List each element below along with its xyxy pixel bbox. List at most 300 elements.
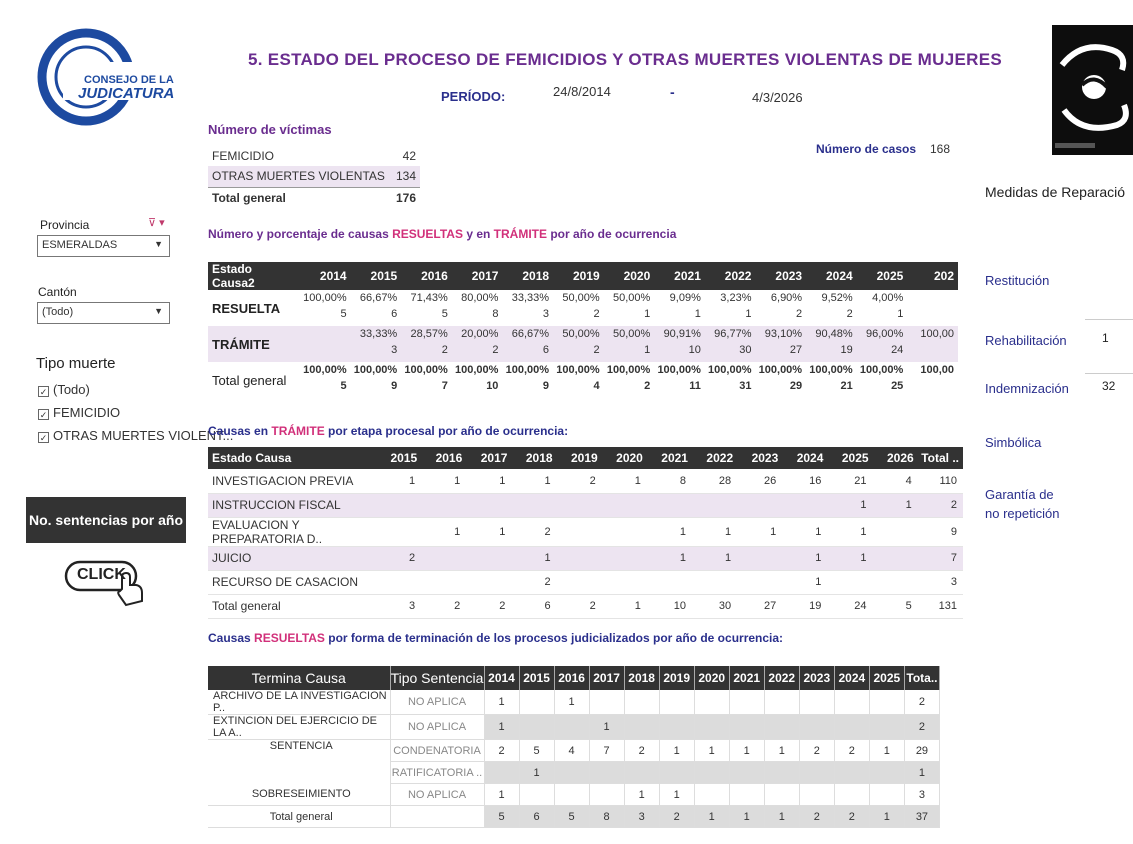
tipo-option-label: OTRAS MUERTES VIOLENT... (53, 428, 234, 443)
count-value: 1 (897, 308, 904, 320)
termina-causa: EXTINCION DEL EJERCICIO DE LA A.. (208, 715, 390, 740)
table-row[interactable] (208, 362, 958, 398)
table-row[interactable] (208, 326, 958, 362)
data-cell (604, 326, 655, 362)
column-header: 2018 (502, 262, 553, 290)
data-cell: 1 (659, 740, 694, 762)
periodo-separator: - (670, 84, 675, 100)
sentencias-por-anio-button[interactable]: No. sentencias por año (26, 497, 186, 543)
victimas-value: 176 (392, 187, 420, 208)
data-cell: 3 (376, 594, 421, 618)
data-cell: 2 (624, 740, 659, 762)
data-cell: 1 (782, 517, 827, 546)
data-cell (737, 570, 782, 594)
data-cell (421, 546, 466, 570)
click-button[interactable] (64, 559, 146, 607)
count-value: 3 (542, 308, 550, 320)
data-cell (484, 762, 519, 784)
data-cell (694, 762, 729, 784)
data-cell (764, 715, 799, 740)
data-cell (799, 690, 834, 715)
column-header: Termina Causa (208, 666, 390, 690)
pct-value: 96,77% (714, 328, 752, 340)
data-cell: 1 (764, 806, 799, 828)
pct-value: 100,00% (809, 364, 853, 376)
column-header: 2016 (554, 666, 589, 690)
column-header: 2018 (624, 666, 659, 690)
medida-restitucion: Restitución (985, 273, 1050, 288)
data-cell: 2 (904, 715, 939, 740)
table-row[interactable] (208, 187, 420, 208)
data-cell: 3 (904, 784, 939, 806)
data-cell (869, 715, 904, 740)
medida-garantia-line2: no repetición (985, 506, 1060, 521)
checkbox-icon[interactable]: ✓ (39, 387, 48, 397)
count-value: 11 (689, 380, 701, 392)
data-cell (834, 690, 869, 715)
data-cell (557, 546, 602, 570)
chevron-down-icon: ▼ (154, 306, 163, 316)
data-cell: 6 (511, 594, 556, 618)
data-cell: 30 (692, 594, 737, 618)
table-row[interactable] (208, 806, 940, 828)
data-cell: 3 (624, 806, 659, 828)
row-label: TRÁMITE (208, 326, 300, 362)
data-cell (705, 326, 756, 362)
count-value: 2 (441, 344, 448, 356)
table-row[interactable] (208, 469, 963, 493)
data-cell (466, 570, 511, 594)
pct-value: 80,00% (461, 292, 499, 304)
table-row[interactable] (208, 546, 963, 570)
data-cell (857, 290, 908, 326)
data-cell: 1 (554, 690, 589, 715)
count-value: 2 (593, 308, 600, 320)
victimas-value: 42 (402, 148, 416, 163)
data-cell (834, 784, 869, 806)
section2-title (208, 424, 568, 438)
data-cell: 1 (624, 784, 659, 806)
victimas-label: Total general (208, 187, 392, 208)
data-cell (907, 362, 958, 398)
count-value: 5 (340, 380, 347, 392)
data-cell (869, 762, 904, 784)
data-cell (737, 546, 782, 570)
data-cell: 2 (421, 594, 466, 618)
tipo-option-otras[interactable] (38, 428, 233, 443)
data-cell: 2 (511, 517, 556, 546)
data-cell: 6 (519, 806, 554, 828)
data-cell (907, 290, 958, 326)
data-cell: 28 (692, 469, 737, 493)
data-cell: 1 (827, 517, 872, 546)
data-cell (602, 517, 647, 546)
data-cell (654, 326, 705, 362)
data-cell (589, 690, 624, 715)
data-cell: 1 (764, 740, 799, 762)
column-header: 2015 (376, 447, 421, 469)
data-cell: 1 (692, 517, 737, 546)
data-cell (694, 715, 729, 740)
pct-value: 93,10% (764, 328, 803, 340)
pct-value: 50,00% (612, 292, 651, 304)
count-value: 1 (644, 308, 651, 320)
pct-value: 100,00 (920, 364, 954, 376)
pct-value: 71,43% (410, 292, 448, 304)
pct-value: 28,57% (410, 328, 448, 340)
count-value: 25 (891, 380, 904, 392)
data-cell: 2 (466, 594, 511, 618)
data-cell: 1 (729, 806, 764, 828)
row-label: RECURSO DE CASACION (208, 570, 376, 594)
data-cell: 1 (647, 517, 692, 546)
data-cell (873, 570, 918, 594)
termina-causa: SENTENCIA (208, 740, 390, 762)
data-cell (764, 762, 799, 784)
table-header (208, 666, 940, 690)
data-cell (351, 326, 402, 362)
data-cell (873, 517, 918, 546)
data-cell: 4 (873, 469, 918, 493)
data-cell (557, 517, 602, 546)
victimas-title: Número de víctimas (208, 122, 332, 137)
pct-value: 50,00% (562, 328, 600, 340)
tipo-sentencia: NO APLICA (390, 690, 484, 715)
data-cell (806, 362, 857, 398)
tramite-etapa-table (208, 447, 963, 619)
logo-text-line1: CONSEJO DE LA (84, 74, 174, 86)
provincia-select[interactable] (37, 235, 170, 257)
count-value: 30 (739, 344, 752, 356)
data-cell (502, 362, 553, 398)
pct-value: 90,48% (815, 328, 853, 340)
table-row[interactable] (208, 493, 963, 517)
data-cell (873, 546, 918, 570)
count-value: 5 (441, 308, 448, 320)
column-header: 2022 (764, 666, 799, 690)
data-cell (799, 784, 834, 806)
pct-value: 100,00% (303, 292, 347, 304)
data-cell (869, 690, 904, 715)
data-cell (869, 784, 904, 806)
tipo-option-label: (Todo) (53, 382, 90, 397)
data-cell: 131 (918, 594, 963, 618)
provincia-value: ESMERALDAS (42, 239, 118, 251)
checkbox-icon[interactable]: ✓ (39, 410, 48, 420)
data-cell (624, 690, 659, 715)
column-header: 2026 (873, 447, 918, 469)
column-header: 2017 (452, 262, 503, 290)
data-cell (452, 290, 503, 326)
row-label: Total general (212, 372, 287, 388)
data-cell: 1 (466, 517, 511, 546)
count-value: 31 (739, 380, 752, 392)
column-header: 2017 (589, 666, 624, 690)
column-header: 2025 (827, 447, 872, 469)
data-cell (764, 690, 799, 715)
data-cell: 1 (737, 517, 782, 546)
data-cell (694, 690, 729, 715)
estado-causa-table (208, 262, 958, 398)
data-cell: 1 (692, 546, 737, 570)
data-cell (602, 493, 647, 517)
pct-value: 100,00% (505, 364, 550, 376)
data-cell: 1 (466, 469, 511, 493)
data-cell (654, 290, 705, 326)
column-header: 2019 (553, 262, 604, 290)
canton-select[interactable] (37, 302, 170, 324)
column-header: 2021 (647, 447, 692, 469)
data-cell: 1 (694, 806, 729, 828)
data-cell: 1 (869, 806, 904, 828)
column-header: 2014 (484, 666, 519, 690)
data-cell (351, 362, 402, 398)
hands-illustration (1052, 25, 1133, 155)
count-value: 8 (492, 308, 499, 320)
data-cell: 1 (519, 762, 554, 784)
tipo-muerte-label: Tipo muerte (36, 355, 116, 372)
resueltas-terminacion-table (208, 666, 940, 828)
data-cell (764, 784, 799, 806)
pct-value: 66,67% (359, 292, 398, 304)
row-label: EVALUACION Y PREPARATORIA D.. (208, 517, 376, 546)
data-cell: 1 (647, 546, 692, 570)
data-cell (806, 326, 857, 362)
medida-indemnizacion: Indemnización (985, 381, 1069, 396)
pct-value: 100,00% (353, 364, 398, 376)
data-cell: 5 (519, 740, 554, 762)
column-header: 2020 (694, 666, 729, 690)
column-header: 2025 (857, 262, 908, 290)
column-header: Estado Causa2 (208, 262, 300, 290)
data-cell: 2 (918, 493, 963, 517)
table-row[interactable] (208, 715, 940, 740)
table-row[interactable] (208, 166, 420, 187)
termina-causa: SOBRESEIMIENTO (208, 784, 390, 806)
table-row[interactable] (208, 145, 420, 166)
data-cell (857, 326, 908, 362)
pct-value: 100,00% (606, 364, 651, 376)
count-value: 2 (846, 308, 853, 320)
data-cell (834, 762, 869, 784)
pct-value: 100,00 (920, 328, 954, 340)
data-cell: 2 (834, 806, 869, 828)
count-value: 7 (441, 380, 448, 392)
data-cell (421, 570, 466, 594)
data-cell (692, 493, 737, 517)
data-cell (834, 715, 869, 740)
data-cell: 1 (602, 469, 647, 493)
data-cell: 1 (694, 740, 729, 762)
data-cell: 1 (869, 740, 904, 762)
data-cell: 1 (484, 715, 519, 740)
pct-value: 100,00% (708, 364, 752, 376)
table-row[interactable] (208, 594, 963, 618)
data-cell: 37 (904, 806, 939, 828)
pct-value: 33,33% (359, 328, 398, 340)
column-header: 2015 (519, 666, 554, 690)
medida-rehabilitacion-value: 1 (1102, 331, 1109, 345)
periodo-end-date[interactable]: 4/3/2026 (752, 90, 803, 105)
data-cell (502, 326, 553, 362)
data-cell (376, 570, 421, 594)
data-cell: 1 (511, 469, 556, 493)
judicatura-logo (28, 22, 178, 127)
table-row[interactable] (208, 784, 940, 806)
tipo-sentencia: RATIFICATORIA .. (390, 762, 484, 784)
tipo-option-femicidio[interactable] (38, 405, 120, 420)
data-cell: 2 (557, 594, 602, 618)
table-header (208, 262, 958, 290)
clear-filter-icon[interactable]: ⊽ ▾ (148, 217, 165, 229)
victimas-label: OTRAS MUERTES VIOLENTAS (208, 166, 392, 187)
data-cell: 1 (782, 546, 827, 570)
pct-value: 9,52% (821, 292, 853, 304)
data-cell (554, 762, 589, 784)
casos-value: 168 (930, 142, 951, 156)
data-cell (647, 570, 692, 594)
medida-simbolica: Simbólica (985, 435, 1042, 450)
data-cell: 1 (827, 493, 872, 517)
data-cell (589, 784, 624, 806)
data-cell: 7 (589, 740, 624, 762)
data-cell: 8 (589, 806, 624, 828)
table-row[interactable] (208, 290, 958, 326)
count-value: 19 (840, 344, 853, 356)
tipo-option-todo[interactable] (38, 382, 90, 397)
pct-value: 33,33% (511, 292, 550, 304)
data-cell (519, 784, 554, 806)
data-cell (907, 326, 958, 362)
divider (1085, 373, 1133, 374)
pct-value: 100,00% (404, 364, 448, 376)
table-row[interactable] (208, 762, 940, 784)
chevron-down-icon: ▼ (154, 239, 163, 249)
data-cell (659, 715, 694, 740)
column-header: 2023 (755, 262, 806, 290)
pct-value: 4,00% (872, 292, 904, 304)
casos-label: Número de casos (816, 142, 917, 156)
column-header: 202 (907, 262, 958, 290)
data-cell: 2 (659, 806, 694, 828)
data-cell: 2 (557, 469, 602, 493)
title-text: y en (462, 227, 494, 241)
column-header: 2023 (799, 666, 834, 690)
count-value: 24 (891, 344, 904, 356)
column-header: 2016 (401, 262, 452, 290)
data-cell (604, 290, 655, 326)
title-highlight: RESUELTAS (392, 227, 463, 241)
count-value: 2 (593, 344, 600, 356)
data-cell: 3 (918, 570, 963, 594)
data-cell (401, 290, 452, 326)
data-cell (519, 690, 554, 715)
data-cell: 21 (827, 469, 872, 493)
pct-value: 100,00% (303, 364, 347, 376)
count-value: 2 (492, 344, 499, 356)
data-cell (553, 362, 604, 398)
table-row[interactable] (208, 740, 940, 762)
column-header: 2017 (466, 447, 511, 469)
data-cell: 2 (904, 690, 939, 715)
data-cell (799, 715, 834, 740)
data-cell (705, 290, 756, 326)
canton-value: (Todo) (42, 306, 74, 318)
data-cell (401, 326, 452, 362)
column-header: 2016 (421, 447, 466, 469)
data-cell (782, 493, 827, 517)
data-cell (806, 290, 857, 326)
pct-value: 100,00% (758, 364, 803, 376)
data-cell (602, 546, 647, 570)
table-row[interactable] (208, 690, 940, 715)
column-header: 2022 (692, 447, 737, 469)
column-header: 2024 (834, 666, 869, 690)
data-cell (557, 493, 602, 517)
table-row[interactable] (208, 570, 963, 594)
periodo-start-date[interactable]: 24/8/2014 (553, 84, 611, 99)
data-cell (554, 715, 589, 740)
pct-value: 3,23% (720, 292, 752, 304)
data-cell (466, 493, 511, 517)
table-row[interactable] (208, 517, 963, 546)
title-text: Causas (208, 631, 255, 645)
data-cell: 4 (554, 740, 589, 762)
column-header: 2021 (729, 666, 764, 690)
pct-value: 20,00% (461, 328, 499, 340)
count-value: 10 (688, 344, 701, 356)
data-cell (553, 290, 604, 326)
pct-value: 90,91% (663, 328, 701, 340)
provincia-label: Provincia (40, 218, 90, 232)
data-cell (452, 362, 503, 398)
count-value: 1 (745, 308, 752, 320)
medidas-title: Medidas de Reparació (985, 184, 1126, 200)
logo-text-line2: JUDICATURA (78, 85, 175, 102)
medida-indemnizacion-value: 32 (1102, 379, 1116, 393)
data-cell (755, 290, 806, 326)
data-cell: 2 (799, 806, 834, 828)
data-cell (602, 570, 647, 594)
data-cell: 1 (421, 517, 466, 546)
title-text: Número y porcentaje de causas (208, 227, 393, 241)
column-header: 2018 (511, 447, 556, 469)
termina-causa (208, 762, 390, 784)
pct-value: 96,00% (866, 328, 904, 340)
data-cell (659, 762, 694, 784)
data-cell: 1 (484, 784, 519, 806)
tipo-sentencia: CONDENATORIA (390, 740, 484, 762)
data-cell (421, 493, 466, 517)
count-value: 2 (644, 380, 651, 392)
count-value: 21 (840, 380, 853, 392)
column-header: 2019 (557, 447, 602, 469)
data-cell (729, 784, 764, 806)
checkbox-icon[interactable]: ✓ (39, 433, 48, 443)
data-cell (647, 493, 692, 517)
data-cell (692, 570, 737, 594)
data-cell: 2 (799, 740, 834, 762)
data-cell (401, 362, 452, 398)
data-cell (300, 362, 351, 398)
count-value: 5 (340, 308, 347, 320)
column-header: 2019 (659, 666, 694, 690)
data-cell: 1 (873, 493, 918, 517)
data-cell: 1 (827, 546, 872, 570)
tipo-option-label: FEMICIDIO (53, 405, 121, 420)
data-cell (705, 362, 756, 398)
data-cell: 27 (737, 594, 782, 618)
